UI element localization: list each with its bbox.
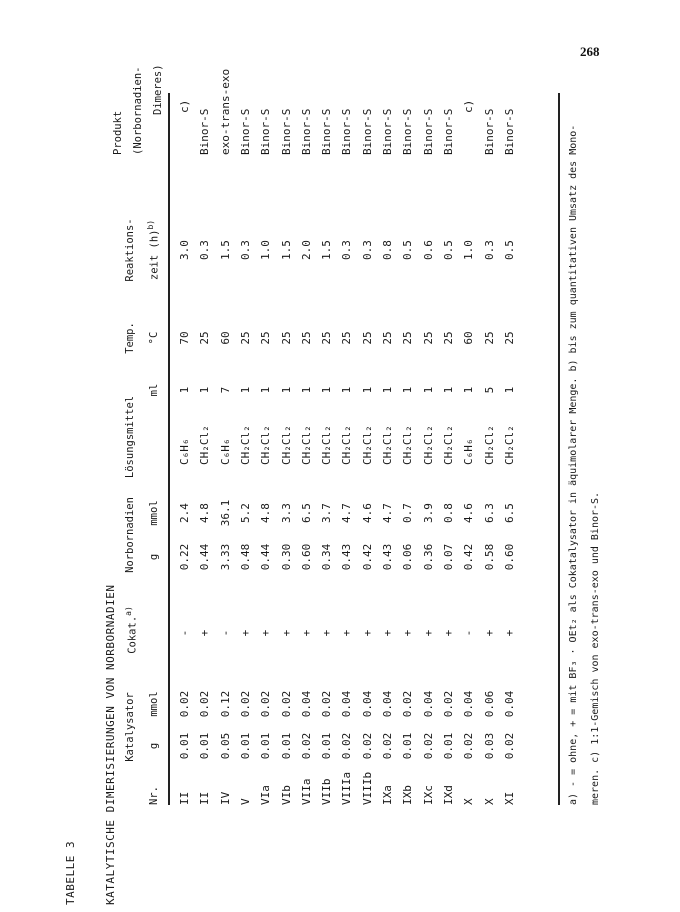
cell-norbornadien-mmol: 4.8 (259, 503, 273, 523)
cell-norbornadien-mmol: 3.9 (421, 503, 435, 523)
cell-reaktionszeit: 3.0 (178, 240, 191, 260)
cell-temp: 60 (462, 331, 476, 345)
cell-nr: VIIa (299, 778, 313, 805)
cell-loesungsmittel: CH₂Cl₂ (360, 425, 374, 465)
cell-temp: 25 (259, 331, 273, 345)
cell-produkt: Binor-S (299, 108, 313, 155)
cell-katalysator-mmol: 0.02 (441, 690, 455, 718)
cell-produkt: Binor-S (279, 108, 293, 155)
cell-norbornadien-mmol: 0.8 (441, 503, 455, 523)
cell-temp: 25 (502, 331, 516, 345)
table-row (401, 45, 421, 905)
footnote-line-1: a) - = ohne, + = mit BF₃ · OEt₂ als Cokatalysator in äquimolarer Menge. b) bis zum quantitativen Umsatz des Mono- (568, 124, 579, 805)
cell-produkt: Binor-S (340, 108, 354, 155)
cell-loesungsmittel: CH₂Cl₂ (198, 425, 212, 465)
cell-temp: 25 (401, 331, 415, 345)
cell-nr: IXc (421, 785, 435, 805)
table-title: KATALYTISCHE DIMERISIERUNGEN VON NORBORNADIEN (104, 584, 117, 905)
cell-reaktionszeit: 0.5 (441, 240, 455, 260)
cell-loesungsmittel: C₆H₆ (462, 438, 476, 465)
cell-norbornadien-g: 0.44 (259, 543, 273, 571)
cell-loesungsmittel-ml: 7 (218, 386, 232, 394)
header-produkt: Produkt (112, 110, 124, 155)
cell-reaktionszeit: 0.6 (421, 240, 435, 260)
cell-norbornadien-mmol: 2.4 (178, 503, 191, 523)
cell-katalysator-mmol: 0.04 (299, 690, 313, 718)
cell-loesungsmittel-ml: 1 (441, 386, 455, 394)
cell-temp: 25 (441, 331, 455, 345)
cell-produkt: Binor-S (421, 108, 435, 155)
cell-nr: II (178, 791, 191, 805)
table-row (219, 45, 239, 905)
cell-katalysator-mmol: 0.04 (381, 690, 394, 718)
table-row (462, 45, 482, 905)
cell-katalysator-g: 0.02 (340, 732, 354, 760)
cell-loesungsmittel-ml: 1 (238, 386, 252, 394)
cell-reaktionszeit: 1.0 (259, 240, 273, 260)
cell-katalysator-g: 0.05 (218, 732, 232, 760)
cell-nr: XI (502, 791, 516, 805)
cell-loesungsmittel: CH₂Cl₂ (238, 425, 252, 465)
cell-loesungsmittel-ml: 1 (279, 386, 293, 394)
cell-produkt: Binor-S (238, 108, 252, 155)
header-reaktionszeit-2 (146, 220, 161, 280)
cell-cokat: - (178, 629, 191, 637)
cell-temp: 25 (198, 331, 212, 345)
cell-produkt: Binor-S (441, 108, 455, 155)
cell-loesungsmittel: CH₂Cl₂ (421, 425, 435, 465)
cell-produkt: Binor-S (198, 108, 212, 155)
cell-norbornadien-mmol: 5.2 (238, 503, 252, 523)
cell-temp: 25 (381, 331, 394, 345)
cell-norbornadien-g: 0.30 (279, 543, 293, 571)
cell-norbornadien-g: 0.42 (462, 543, 476, 571)
cell-norbornadien-g: 0.06 (401, 543, 415, 571)
cell-cokat: + (381, 629, 394, 637)
cell-loesungsmittel-ml: 1 (421, 386, 435, 394)
cell-norbornadien-mmol: 6.5 (299, 503, 313, 523)
cell-loesungsmittel-ml: 1 (299, 386, 313, 394)
cell-produkt: Binor-S (320, 108, 334, 155)
cell-cokat: + (340, 629, 354, 637)
cell-loesungsmittel-ml: 1 (198, 386, 212, 394)
table-row (361, 45, 381, 905)
table-row (503, 45, 523, 905)
table-row (178, 45, 198, 905)
cell-katalysator-mmol: 0.02 (320, 690, 334, 718)
header-produkt-3: Dimeres) (152, 64, 164, 115)
cell-nr: II (198, 791, 212, 805)
cell-temp: 60 (218, 331, 232, 345)
cell-nr: IV (218, 791, 232, 805)
cell-reaktionszeit: 1.5 (218, 240, 232, 260)
table-row (320, 45, 340, 905)
cell-produkt: Binor-S (502, 108, 516, 155)
cell-katalysator-mmol: 0.02 (401, 690, 415, 718)
header-temp-unit: °C (148, 331, 160, 345)
cell-reaktionszeit: 0.5 (401, 240, 415, 260)
cell-cokat: + (482, 629, 496, 637)
cell-katalysator-g: 0.02 (502, 732, 516, 760)
cell-katalysator-g: 0.01 (320, 732, 334, 760)
header-temp: Temp. (124, 322, 136, 354)
cell-temp: 25 (238, 331, 252, 345)
cell-produkt: Binor-S (259, 108, 273, 155)
cell-nr: VIb (279, 785, 293, 805)
cell-reaktionszeit: 1.5 (320, 240, 334, 260)
header-reaktionszeit-label: zeit (h) (148, 229, 161, 281)
cell-loesungsmittel-ml: 1 (360, 386, 374, 394)
cell-katalysator-mmol: 0.02 (238, 690, 252, 718)
cell-katalysator-mmol: 0.04 (421, 690, 435, 718)
table-row (300, 45, 320, 905)
cell-temp: 25 (482, 331, 496, 345)
cell-katalysator-mmol: 0.06 (482, 690, 496, 718)
cell-loesungsmittel: CH₂Cl₂ (482, 425, 496, 465)
cell-temp: 25 (320, 331, 334, 345)
cell-loesungsmittel: CH₂Cl₂ (381, 425, 394, 465)
cell-reaktionszeit: 0.8 (381, 240, 394, 260)
cell-loesungsmittel-ml: 1 (259, 386, 273, 394)
table-label: TABELLE 3 (64, 840, 77, 905)
cell-reaktionszeit: 0.3 (482, 240, 496, 260)
table-row (259, 45, 279, 905)
cell-reaktionszeit: 1.0 (462, 240, 476, 260)
page-number: 268 (580, 44, 600, 59)
cell-loesungsmittel-ml: 1 (401, 386, 415, 394)
cell-loesungsmittel-ml: 1 (502, 386, 516, 394)
cell-cokat: - (462, 629, 476, 637)
cell-nr: V (238, 798, 252, 805)
cell-norbornadien-g: 3.33 (218, 543, 232, 571)
cell-katalysator-g: 0.01 (401, 732, 415, 760)
cell-norbornadien-mmol: 3.3 (279, 503, 293, 523)
cell-reaktionszeit: 1.5 (279, 240, 293, 260)
cell-temp: 25 (279, 331, 293, 345)
cell-loesungsmittel: CH₂Cl₂ (279, 425, 293, 465)
header-katalysator-mmol: mmol (148, 691, 160, 717)
cell-katalysator-g: 0.01 (441, 732, 455, 760)
table-row (239, 45, 259, 905)
cell-cokat: + (401, 629, 415, 637)
cell-reaktionszeit: 0.3 (340, 240, 354, 260)
cell-loesungsmittel: CH₂Cl₂ (502, 425, 516, 465)
header-katalysator-g: g (148, 742, 160, 750)
cell-katalysator-g: 0.01 (178, 732, 191, 760)
header-norbornadien: Norbornadien (124, 497, 136, 573)
cell-norbornadien-g: 0.43 (340, 543, 354, 571)
header-reaktionszeit-footnote: b) (146, 219, 155, 230)
header-cokat-footnote: a) (124, 606, 133, 616)
cell-katalysator-mmol: 0.04 (502, 690, 516, 718)
header-cokat-label: Cokat. (126, 615, 139, 654)
cell-katalysator-g: 0.01 (279, 732, 293, 760)
cell-norbornadien-mmol: 3.7 (320, 503, 334, 523)
cell-reaktionszeit: 2.0 (299, 240, 313, 260)
cell-katalysator-mmol: 0.02 (198, 690, 212, 718)
cell-katalysator-mmol: 0.04 (462, 690, 476, 718)
header-loesungsmittel: Lösungsmittel (124, 395, 136, 479)
header-reaktionszeit: Reaktions- (124, 218, 136, 282)
cell-loesungsmittel: CH₂Cl₂ (259, 425, 273, 465)
bottom-rule (558, 93, 560, 805)
cell-nr: X (482, 798, 496, 805)
cell-nr: IXb (401, 785, 415, 805)
cell-loesungsmittel-ml: 1 (462, 386, 476, 394)
cell-katalysator-g: 0.01 (259, 732, 273, 760)
cell-temp: 70 (178, 331, 191, 345)
cell-norbornadien-mmol: 6.5 (502, 503, 516, 523)
cell-katalysator-g: 0.01 (238, 732, 252, 760)
cell-norbornadien-mmol: 4.6 (462, 503, 476, 523)
header-rule (168, 93, 170, 805)
cell-norbornadien-g: 0.07 (441, 543, 455, 571)
cell-norbornadien-g: 0.42 (360, 543, 374, 571)
rotated-table (60, 45, 620, 905)
cell-cokat: + (259, 629, 273, 637)
cell-katalysator-mmol: 0.12 (218, 690, 232, 718)
cell-katalysator-mmol: 0.02 (178, 690, 191, 718)
cell-reaktionszeit: 0.5 (502, 240, 516, 260)
cell-cokat: + (441, 629, 455, 637)
cell-norbornadien-mmol: 36.1 (218, 499, 232, 527)
cell-produkt: c) (178, 99, 191, 113)
cell-norbornadien-g: 0.58 (482, 543, 496, 571)
cell-temp: 25 (299, 331, 313, 345)
cell-produkt: Binor-S (482, 108, 496, 155)
cell-reaktionszeit: 0.3 (198, 240, 212, 260)
cell-produkt: c) (462, 99, 476, 113)
cell-norbornadien-mmol: 4.8 (198, 503, 212, 523)
cell-cokat: + (502, 629, 516, 637)
table-row (198, 45, 218, 905)
cell-produkt: Binor-S (401, 108, 415, 155)
table-row (422, 45, 442, 905)
cell-cokat: + (421, 629, 435, 637)
cell-loesungsmittel: CH₂Cl₂ (441, 425, 455, 465)
cell-cokat: + (198, 629, 212, 637)
cell-loesungsmittel: CH₂Cl₂ (340, 425, 354, 465)
cell-norbornadien-mmol: 4.7 (381, 503, 394, 523)
cell-produkt: exo-trans-exo (218, 68, 232, 155)
cell-norbornadien-mmol: 0.7 (401, 503, 415, 523)
cell-norbornadien-mmol: 4.6 (360, 503, 374, 523)
cell-norbornadien-g: 0.34 (320, 543, 334, 571)
cell-norbornadien-mmol: 4.7 (340, 503, 354, 523)
cell-loesungsmittel: CH₂Cl₂ (299, 425, 313, 465)
header-loesungsmittel-ml: ml (148, 383, 160, 397)
cell-katalysator-g: 0.02 (299, 732, 313, 760)
cell-reaktionszeit: 0.3 (238, 240, 252, 260)
cell-katalysator-g: 0.02 (462, 732, 476, 760)
cell-norbornadien-g: 0.60 (502, 543, 516, 571)
table-row (381, 45, 401, 905)
header-cokat (124, 606, 139, 654)
cell-nr: VIIb (320, 778, 334, 805)
cell-katalysator-g: 0.01 (198, 732, 212, 760)
cell-katalysator-mmol: 0.04 (360, 690, 374, 718)
cell-norbornadien-g: 0.22 (178, 543, 191, 571)
cell-katalysator-g: 0.03 (482, 732, 496, 760)
cell-norbornadien-mmol: 6.3 (482, 503, 496, 523)
cell-loesungsmittel: CH₂Cl₂ (320, 425, 334, 465)
cell-nr: X (462, 798, 476, 805)
cell-produkt: Binor-S (360, 108, 374, 155)
cell-cokat: + (238, 629, 252, 637)
cell-loesungsmittel-ml: 1 (178, 386, 191, 394)
header-nr: Nr. (148, 786, 160, 805)
cell-nr: VIa (259, 785, 273, 805)
cell-loesungsmittel-ml: 5 (482, 386, 496, 394)
cell-norbornadien-g: 0.36 (421, 543, 435, 571)
cell-katalysator-g: 0.02 (421, 732, 435, 760)
footnote-line-2: meren. c) 1:1-Gemisch von exo-trans-exo und Binor-S. (590, 491, 601, 805)
cell-temp: 25 (360, 331, 374, 345)
table-row (483, 45, 503, 905)
table-row (280, 45, 300, 905)
cell-cokat: + (320, 629, 334, 637)
cell-norbornadien-g: 0.44 (198, 543, 212, 571)
cell-norbornadien-g: 0.60 (299, 543, 313, 571)
cell-nr: VIIIb (360, 771, 374, 805)
cell-temp: 25 (421, 331, 435, 345)
cell-produkt: Binor-S (381, 108, 394, 155)
cell-loesungsmittel: C₆H₆ (218, 438, 232, 465)
cell-loesungsmittel-ml: 1 (320, 386, 334, 394)
cell-norbornadien-g: 0.43 (381, 543, 394, 571)
cell-cokat: - (218, 629, 232, 637)
cell-nr: IXd (441, 785, 455, 805)
cell-reaktionszeit: 0.3 (360, 240, 374, 260)
cell-cokat: + (360, 629, 374, 637)
header-produkt-2: (Norbornadien- (132, 66, 144, 155)
cell-cokat: + (279, 629, 293, 637)
cell-katalysator-mmol: 0.02 (279, 690, 293, 718)
header-norbornadien-mmol: mmol (148, 500, 160, 526)
header-katalysator: Katalysator (124, 692, 136, 762)
cell-temp: 25 (340, 331, 354, 345)
table-row (340, 45, 360, 905)
cell-loesungsmittel: C₆H₆ (178, 438, 191, 465)
cell-katalysator-mmol: 0.04 (340, 690, 354, 718)
cell-katalysator-g: 0.02 (360, 732, 374, 760)
header-norbornadien-g: g (148, 553, 160, 561)
cell-katalysator-g: 0.02 (381, 732, 394, 760)
cell-nr: VIIIa (340, 771, 354, 805)
cell-nr: IXa (381, 785, 394, 805)
cell-cokat: + (299, 629, 313, 637)
cell-katalysator-mmol: 0.02 (259, 690, 273, 718)
cell-loesungsmittel-ml: 1 (381, 386, 394, 394)
cell-norbornadien-g: 0.48 (238, 543, 252, 571)
table-row (442, 45, 462, 905)
cell-loesungsmittel: CH₂Cl₂ (401, 425, 415, 465)
cell-loesungsmittel-ml: 1 (340, 386, 354, 394)
